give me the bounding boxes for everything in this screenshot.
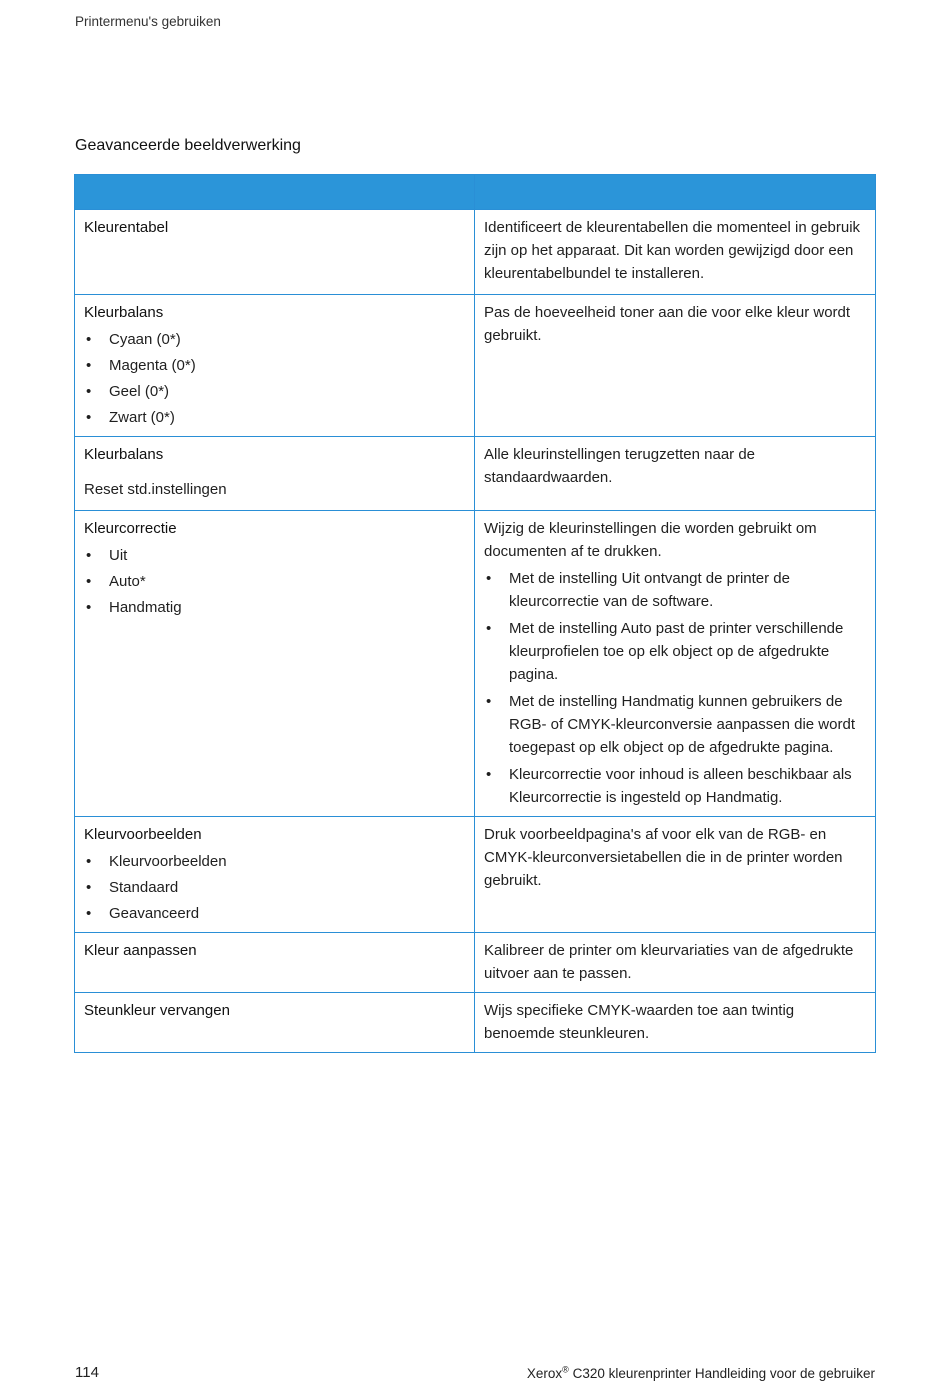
option-item: • Geavanceerd — [84, 902, 465, 925]
section-title: Geavanceerde beeldverwerking — [75, 137, 301, 154]
footer-doc-title: C320 kleurenprinter Handleiding voor de gebruiker — [568, 1366, 875, 1381]
setting-cell — [75, 817, 475, 933]
setting-cell — [75, 295, 475, 437]
option-item: • Magenta (0*) — [84, 354, 465, 377]
footer-document-title — [527, 1366, 875, 1381]
description-list — [484, 567, 866, 809]
table-row — [75, 993, 876, 1053]
table-row — [75, 817, 876, 933]
table-row — [75, 295, 876, 437]
setting-cell — [75, 511, 475, 817]
table-row — [75, 511, 876, 817]
option-item: • Handmatig — [84, 596, 465, 619]
option-item: • Geel (0*) — [84, 380, 465, 403]
option-item: • Cyaan (0*) — [84, 328, 465, 351]
description-cell — [475, 817, 876, 933]
description-item: • Met de instelling Auto past de printer verschillende kleurprofielen toe op elk object op de afgedrukte pagina. — [484, 617, 866, 686]
setting-name: Kleur aanpassen — [84, 942, 197, 959]
footer-brand: Xerox — [526, 1366, 563, 1381]
description-cell — [475, 993, 876, 1053]
setting-cell — [75, 993, 475, 1053]
table-header-row — [75, 175, 876, 210]
description-cell — [475, 295, 876, 437]
setting-name: Kleurcorrectie — [84, 520, 177, 537]
page-number: 114 — [75, 1364, 99, 1381]
option-item: • Uit — [84, 544, 465, 567]
registered-mark: ® — [562, 1364, 569, 1375]
option-list — [84, 328, 465, 429]
description-item: • Met de instelling Uit ontvangt de printer de kleurcorrectie van de software. — [484, 567, 866, 613]
description-item: • Kleurcorrectie voor inhoud is alleen beschikbaar als Kleurcorrectie is ingesteld op Handmatig. — [484, 763, 866, 809]
option-list — [84, 850, 465, 925]
running-header: Printermenu's gebruiken — [75, 14, 221, 29]
table-header-description — [475, 175, 876, 210]
table-row — [75, 210, 876, 295]
setting-description: Alle kleurinstellingen terugzetten naar de standaardwaarden. — [484, 446, 756, 486]
setting-description: Druk voorbeeldpagina's af voor elk van de RGB- en CMYK-kleurconversietabellen die in de printer worden gebruikt. — [484, 826, 843, 889]
setting-name: Kleurbalans — [84, 446, 164, 463]
setting-description: Pas de hoeveelheid toner aan die voor elke kleur wordt gebruikt. — [484, 304, 851, 344]
setting-description: Identificeert de kleurentabellen die momenteel in gebruik zijn op het apparaat. Dit kan worden gewijzigd door een kleurentabelbundel te installeren. — [484, 219, 861, 282]
settings-table — [74, 174, 876, 1053]
table-row — [75, 933, 876, 993]
setting-name: Kleurvoorbeelden — [84, 826, 202, 843]
description-cell — [475, 511, 876, 817]
option-list — [84, 544, 465, 619]
option-item: • Kleurvoorbeelden — [84, 850, 465, 873]
setting-cell — [75, 933, 475, 993]
setting-name: Steunkleur vervangen — [84, 1002, 230, 1019]
description-item: • Met de instelling Handmatig kunnen gebruikers de RGB- of CMYK-kleurconversie aanpassen die wordt toegepast op elk object op de afgedrukte pagina. — [484, 690, 866, 759]
description-cell — [475, 933, 876, 993]
setting-description: Wijs specifieke CMYK-waarden toe aan twintig benoemde steunkleuren. — [484, 1002, 795, 1042]
table-row — [75, 437, 876, 511]
setting-description: Wijzig de kleurinstellingen die worden gebruikt om documenten af te drukken. — [484, 520, 817, 560]
option-item: • Zwart (0*) — [84, 406, 465, 429]
setting-name: Kleurentabel — [84, 219, 169, 236]
setting-subitem: Reset std.instellingen — [84, 481, 227, 498]
option-item: • Standaard — [84, 876, 465, 899]
setting-cell — [75, 210, 475, 295]
option-item: • Auto* — [84, 570, 465, 593]
description-cell — [475, 210, 876, 295]
description-cell — [475, 437, 876, 511]
table-header-setting — [75, 175, 475, 210]
setting-cell — [75, 437, 475, 511]
setting-name: Kleurbalans — [84, 304, 164, 321]
setting-description: Kalibreer de printer om kleurvariaties van de afgedrukte uitvoer aan te passen. — [484, 942, 854, 982]
